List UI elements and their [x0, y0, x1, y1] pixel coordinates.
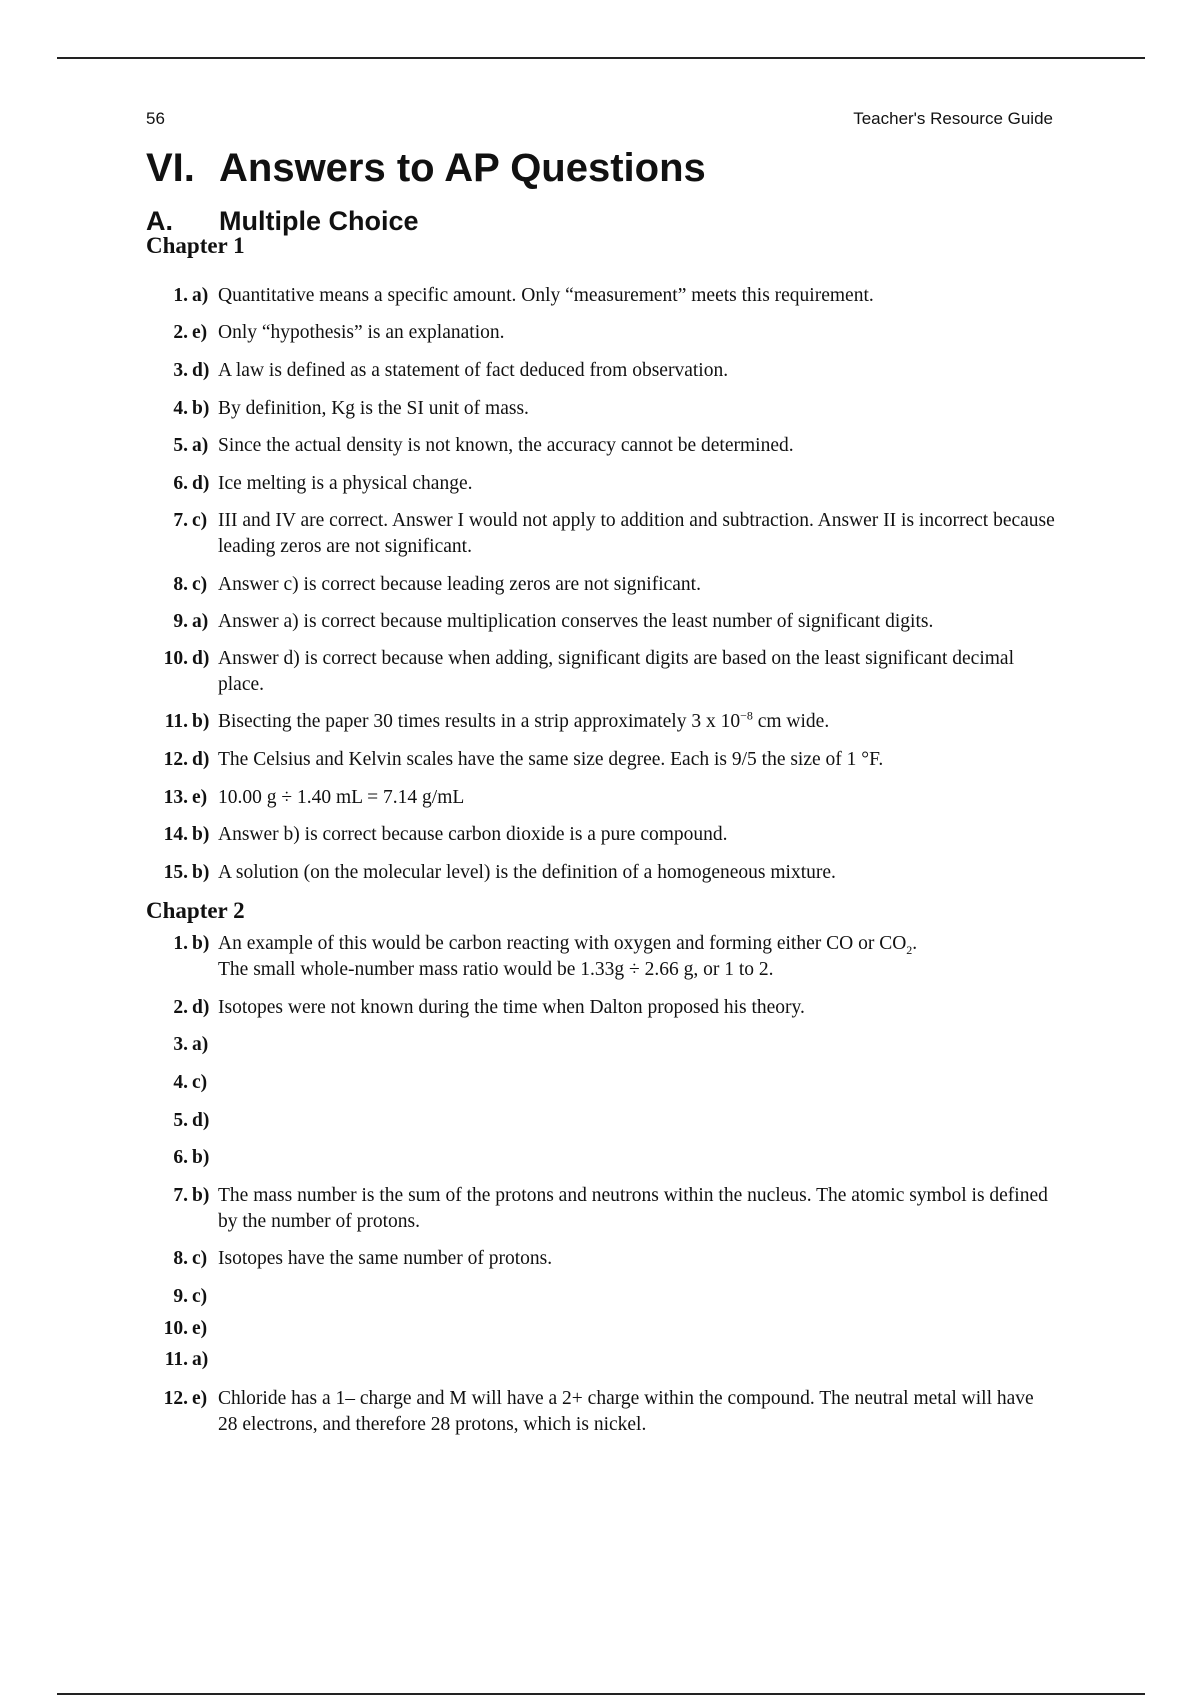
answer-explanation: 10.00 g ÷ 1.40 mL = 7.14 g/mL	[218, 787, 465, 808]
running-header	[146, 109, 1053, 131]
answer-explanation: Answer d) is correct because when adding, significant digits are based on the least significant decimal place.	[218, 648, 1014, 695]
chapter-heading: Chapter 2	[146, 898, 245, 923]
question-number: 8.	[173, 1248, 188, 1269]
answer-explanation: Answer a) is correct because multiplication conserves the least number of significant digits.	[218, 611, 934, 632]
answer-letter: d)	[192, 648, 210, 669]
answer-letter: b)	[192, 933, 210, 954]
question-number: 11.	[164, 1349, 188, 1370]
subscript: 2	[906, 942, 913, 957]
answer-letter: d)	[192, 749, 210, 770]
answer-letter: e)	[192, 322, 208, 343]
answer-explanation: Ice melting is a physical change.	[218, 473, 473, 494]
answer-explanation: Chloride has a 1– charge and M will have a 2+ charge within the compound. The neutral metal will have 28 electrons, and therefore 28 protons, which is nickel.	[218, 1388, 1034, 1435]
guide-title: Teacher's Resource Guide	[853, 109, 1053, 128]
question-number: 4.	[173, 1072, 188, 1093]
question-number: 12.	[163, 749, 188, 770]
answer-explanation: The mass number is the sum of the protons and neutrons within the nucleus. The atomic symbol is defined by the number of protons.	[218, 1185, 1048, 1232]
answer-explanation: Only “hypothesis” is an explanation.	[218, 322, 505, 343]
answer-explanation: A law is defined as a statement of fact deduced from observation.	[218, 360, 729, 381]
answer-text-part: An example of this would be carbon reacting with oxygen and forming either CO or CO	[218, 933, 907, 954]
question-number: 7.	[173, 1185, 188, 1206]
question-number: 14.	[163, 824, 188, 845]
answer-letter: e)	[192, 1388, 208, 1409]
answer-letter: c)	[192, 510, 208, 531]
answer-letter: c)	[192, 574, 208, 595]
question-number: 4.	[173, 398, 188, 419]
question-number: 2.	[173, 322, 188, 343]
question-number: 7.	[173, 510, 188, 531]
answer-letter: a)	[192, 285, 209, 306]
question-number: 5.	[173, 1110, 188, 1131]
question-number: 1.	[173, 285, 188, 306]
question-number: 8.	[173, 574, 188, 595]
answer-explanation	[218, 709, 1058, 735]
answer-explanation	[218, 931, 1058, 983]
question-number: 11.	[164, 711, 188, 732]
question-number: 9.	[173, 611, 188, 632]
answer-letter: a)	[192, 1034, 209, 1055]
question-number: 10.	[163, 648, 188, 669]
answer-letter: b)	[192, 1147, 210, 1168]
answer-letter: b)	[192, 398, 210, 419]
answer-letter: e)	[192, 1318, 208, 1339]
question-number: 2.	[173, 997, 188, 1018]
answer-explanation: III and IV are correct. Answer I would not apply to addition and subtraction. Answer II is incorrect because leading zeros are not significant.	[218, 510, 1055, 557]
answer-letter: e)	[192, 787, 208, 808]
question-number: 3.	[173, 360, 188, 381]
answer-letter: b)	[192, 862, 210, 883]
top-rule	[57, 57, 1145, 59]
answer-explanation: The Celsius and Kelvin scales have the same size degree. Each is 9/5 the size of 1 °F.	[218, 749, 884, 770]
answer-text-part: cm wide.	[752, 711, 830, 732]
section-title	[146, 142, 706, 194]
question-number: 6.	[173, 473, 188, 494]
answer-letter: c)	[192, 1072, 208, 1093]
answer-letter: a)	[192, 1349, 209, 1370]
answer-explanation: Isotopes have the same number of protons.	[218, 1248, 553, 1269]
question-number: 5.	[173, 435, 188, 456]
answer-text-part: The small whole-number mass ratio would be 1.33g ÷ 2.66 g, or 1 to 2.	[218, 959, 774, 980]
answer-explanation: Quantitative means a specific amount. Only “measurement” meets this requirement.	[218, 285, 874, 306]
answer-letter: c)	[192, 1248, 208, 1269]
exponent: −8	[740, 708, 753, 723]
answer-letter: d)	[192, 360, 210, 381]
question-number: 3.	[173, 1034, 188, 1055]
answer-text-part: Bisecting the paper 30 times results in a strip approximately 3 x 10	[218, 711, 741, 732]
section-title-text: Answers to AP Questions	[219, 146, 706, 190]
answer-explanation: A solution (on the molecular level) is the definition of a homogeneous mixture.	[218, 862, 836, 883]
answer-letter: b)	[192, 1185, 210, 1206]
page-number: 56	[146, 109, 165, 128]
subsection-title-text: Multiple Choice	[219, 206, 419, 236]
answer-letter: d)	[192, 997, 210, 1018]
question-number: 10.	[163, 1318, 188, 1339]
chapter-heading: Chapter 1	[146, 233, 245, 258]
answer-letter: a)	[192, 611, 209, 632]
question-number: 6.	[173, 1147, 188, 1168]
answer-explanation: Answer b) is correct because carbon dioxide is a pure compound.	[218, 824, 728, 845]
section-numeral: VI.	[146, 146, 195, 190]
answer-text-part: .	[912, 933, 918, 954]
answer-explanation: Isotopes were not known during the time when Dalton proposed his theory.	[218, 997, 805, 1018]
answer-letter: b)	[192, 824, 210, 845]
answer-explanation: By definition, Kg is the SI unit of mass.	[218, 398, 529, 419]
answer-explanation: Answer c) is correct because leading zeros are not significant.	[218, 574, 701, 595]
question-number: 12.	[163, 1388, 188, 1409]
subsection-letter: A.	[146, 206, 173, 236]
question-number: 9.	[173, 1286, 188, 1307]
answer-letter: b)	[192, 711, 210, 732]
question-number: 13.	[163, 787, 188, 808]
answer-letter: d)	[192, 1110, 210, 1131]
question-number: 1.	[173, 933, 188, 954]
question-number: 15.	[163, 862, 188, 883]
answer-letter: d)	[192, 473, 210, 494]
answer-explanation: Since the actual density is not known, the accuracy cannot be determined.	[218, 435, 794, 456]
answer-letter: c)	[192, 1286, 208, 1307]
answer-letter: a)	[192, 435, 209, 456]
bottom-rule	[57, 1693, 1145, 1695]
